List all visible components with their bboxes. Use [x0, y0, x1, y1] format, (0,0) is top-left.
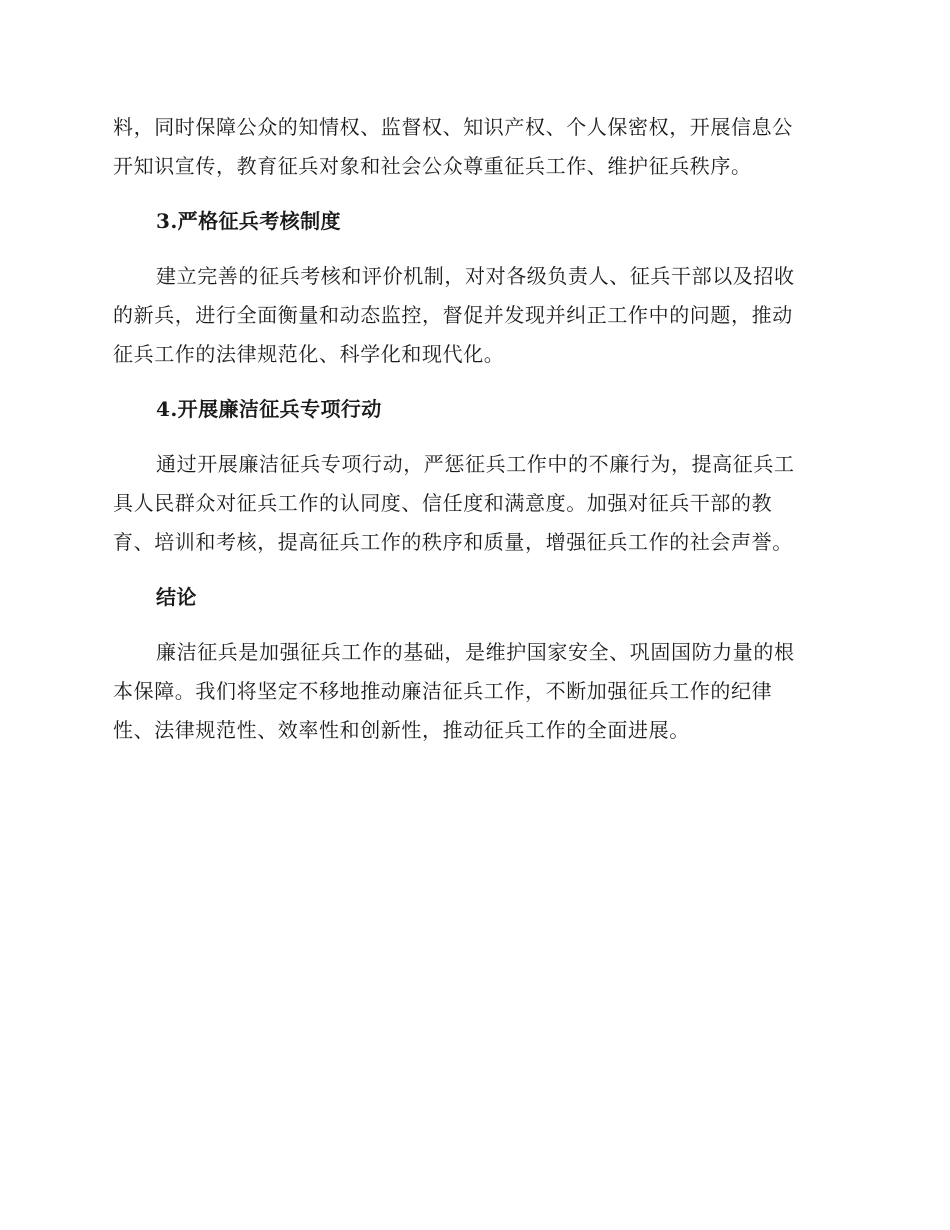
paragraph-line: 征兵工作的法律规范化、科学化和现代化。 — [113, 342, 505, 366]
section-heading-3: 3.严格征兵考核制度 — [156, 209, 341, 233]
paragraph-line: 育、培训和考核，提高征兵工作的秩序和质量，增强征兵工作的社会声誉。 — [113, 530, 793, 554]
paragraph-line: 建立完善的征兵考核和评价机制，对对各级负责人、征兵干部以及招收 — [156, 264, 795, 288]
paragraph-line: 开知识宣传，教育征兵对象和社会公众尊重征兵工作、维护征兵秩序。 — [113, 154, 752, 178]
continued-paragraph — [113, 108, 833, 186]
paragraph-line: 具人民群众对征兵工作的认同度、信任度和满意度。加强对征兵干部的教 — [113, 491, 773, 515]
paragraph-line: 通过开展廉洁征兵专项行动，严惩征兵工作中的不廉行为，提高征兵工 — [156, 452, 795, 476]
conclusion-heading: 结论 — [156, 585, 197, 609]
paragraph-line: 本保障。我们将坚定不移地推动廉洁征兵工作，不断加强征兵工作的纪律 — [113, 679, 773, 703]
paragraph-line: 料，同时保障公众的知情权、监督权、知识产权、个人保密权，开展信息公 — [113, 115, 793, 139]
section-3-paragraph — [113, 257, 833, 374]
document-body — [113, 108, 833, 750]
conclusion-paragraph — [113, 633, 833, 750]
section-4-paragraph — [113, 445, 833, 562]
paragraph-line: 的新兵，进行全面衡量和动态监控，督促并发现并纠正工作中的问题，推动 — [113, 303, 793, 327]
paragraph-line: 廉洁征兵是加强征兵工作的基础，是维护国家安全、巩固国防力量的根 — [156, 640, 795, 664]
section-heading-4: 4.开展廉洁征兵专项行动 — [156, 397, 382, 421]
paragraph-line: 性、法律规范性、效率性和创新性，推动征兵工作的全面进展。 — [113, 718, 690, 742]
